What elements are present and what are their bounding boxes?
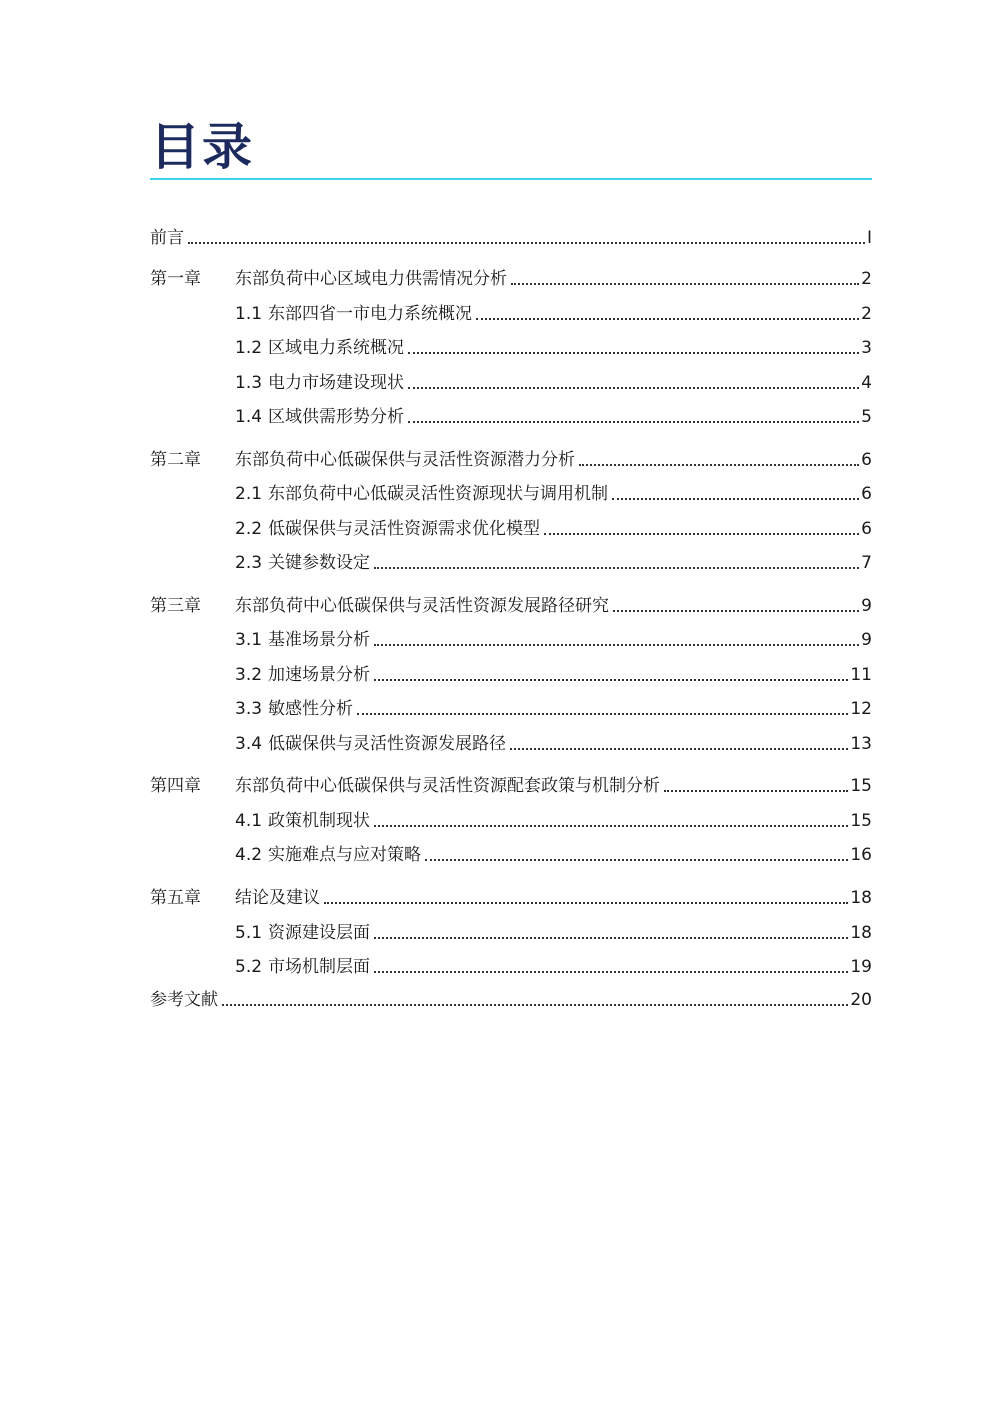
dot-leader [511, 283, 859, 285]
section-number: 1.2 [235, 338, 263, 358]
toc-page-number: 18 [850, 888, 872, 908]
dot-leader [374, 644, 859, 646]
dot-leader [408, 352, 859, 354]
dot-leader [374, 937, 848, 939]
toc-page-number: 2 [861, 269, 872, 289]
toc-page-number: 9 [861, 596, 872, 616]
toc-section-3-2[interactable] [235, 663, 872, 687]
toc-entry-title: 敏感性分析 [268, 699, 353, 719]
toc-entry-title: 东部负荷中心低碳保供与灵活性资源发展路径研究 [235, 596, 609, 616]
toc-page-number: 4 [861, 373, 872, 393]
toc-section-5-2[interactable] [235, 955, 872, 979]
section-number: 1.1 [235, 304, 263, 324]
toc-section-2-2[interactable] [235, 517, 872, 541]
chapter-label: 第五章 [150, 888, 201, 908]
toc-chapter-2[interactable] [150, 448, 872, 472]
toc-page-number: 15 [850, 811, 872, 831]
chapter-label: 第四章 [150, 776, 201, 796]
section-number: 2.3 [235, 553, 263, 573]
toc-page-number: 12 [850, 699, 872, 719]
toc-entry-title: 东部负荷中心区域电力供需情况分析 [235, 269, 507, 289]
toc-page-number: 3 [861, 338, 872, 358]
dot-leader [579, 464, 859, 466]
dot-leader [510, 748, 848, 750]
dot-leader [613, 610, 859, 612]
toc-entry-title: 电力市场建设现状 [268, 373, 404, 393]
toc-entry-title: 加速场景分析 [268, 665, 370, 685]
toc-section-1-2[interactable] [235, 336, 872, 360]
toc-page-number: 5 [861, 407, 872, 427]
dot-leader [408, 387, 859, 389]
toc-page-number: 9 [861, 630, 872, 650]
section-number: 3.3 [235, 699, 263, 719]
chapter-label: 第一章 [150, 269, 201, 289]
dot-leader [374, 825, 848, 827]
section-number: 2.2 [235, 519, 263, 539]
toc-page-number: 16 [850, 845, 872, 865]
toc-section-1-4[interactable] [235, 405, 872, 429]
toc-entry-title: 低碳保供与灵活性资源发展路径 [268, 734, 506, 754]
dot-leader [374, 971, 848, 973]
toc-section-1-1[interactable] [235, 302, 872, 326]
chapter-label: 第三章 [150, 596, 201, 616]
toc-entry-title: 政策机制现状 [268, 811, 370, 831]
dot-leader [324, 902, 848, 904]
dot-leader [544, 533, 859, 535]
dot-leader [188, 242, 865, 244]
toc-section-3-1[interactable] [235, 628, 872, 652]
toc-entry-title: 实施难点与应对策略 [268, 845, 421, 865]
dot-leader [664, 790, 848, 792]
section-number: 1.3 [235, 373, 263, 393]
toc-page-number: 18 [850, 923, 872, 943]
dot-leader [476, 318, 859, 320]
toc-section-3-4[interactable] [235, 732, 872, 756]
dot-leader [222, 1004, 848, 1006]
dot-leader [374, 567, 859, 569]
toc-entry-title: 东部负荷中心低碳灵活性资源现状与调用机制 [268, 484, 608, 504]
toc-section-3-3[interactable] [235, 697, 872, 721]
dot-leader [357, 713, 848, 715]
toc-entry-title: 参考文献 [150, 990, 218, 1010]
section-number: 2.1 [235, 484, 263, 504]
toc-entry-preface[interactable] [150, 226, 872, 250]
title-divider [150, 178, 872, 180]
section-number: 4.2 [235, 845, 263, 865]
dot-leader [425, 859, 848, 861]
dot-leader [408, 421, 859, 423]
toc-entry-title: 区域供需形势分析 [268, 407, 404, 427]
dot-leader [374, 679, 848, 681]
toc-section-4-1[interactable] [235, 809, 872, 833]
toc-entry-references[interactable] [150, 988, 872, 1012]
toc-section-1-3[interactable] [235, 371, 872, 395]
section-number: 3.1 [235, 630, 263, 650]
dot-leader [612, 498, 859, 500]
toc-entry-title: 结论及建议 [235, 888, 320, 908]
toc-section-5-1[interactable] [235, 921, 872, 945]
toc-page-number: 19 [850, 957, 872, 977]
toc-entry-title: 东部负荷中心低碳保供与灵活性资源潜力分析 [235, 450, 575, 470]
section-number: 3.2 [235, 665, 263, 685]
toc-chapter-5[interactable] [150, 886, 872, 910]
toc-entry-title: 关键参数设定 [268, 553, 370, 573]
toc-page-number: 6 [861, 450, 872, 470]
section-number: 5.1 [235, 923, 263, 943]
toc-page-number: I [866, 228, 872, 248]
toc-entry-title: 东部负荷中心低碳保供与灵活性资源配套政策与机制分析 [235, 776, 660, 796]
toc-page-number: 11 [850, 665, 872, 685]
toc-page-number: 20 [850, 990, 872, 1010]
toc-page-number: 13 [850, 734, 872, 754]
toc-section-2-1[interactable] [235, 482, 872, 506]
page-title: 目录 [150, 118, 254, 176]
toc-entry-title: 市场机制层面 [268, 957, 370, 977]
toc-entry-title: 资源建设层面 [268, 923, 370, 943]
toc-chapter-1[interactable] [150, 267, 872, 291]
section-number: 1.4 [235, 407, 263, 427]
toc-entry-title: 低碳保供与灵活性资源需求优化模型 [268, 519, 540, 539]
toc-page-number: 6 [861, 484, 872, 504]
section-number: 4.1 [235, 811, 263, 831]
section-number: 5.2 [235, 957, 263, 977]
section-number: 3.4 [235, 734, 263, 754]
toc-page-number: 7 [861, 553, 872, 573]
toc-section-4-2[interactable] [235, 843, 872, 867]
chapter-label: 第二章 [150, 450, 201, 470]
toc-entry-title: 区域电力系统概况 [268, 338, 404, 358]
toc-entry-title: 基准场景分析 [268, 630, 370, 650]
toc-page-number: 15 [850, 776, 872, 796]
toc-entry-title: 东部四省一市电力系统概况 [268, 304, 472, 324]
toc-chapter-3[interactable] [150, 594, 872, 618]
toc-page-number: 6 [861, 519, 872, 539]
toc-entry-title: 前言 [150, 228, 184, 248]
toc-page-number: 2 [861, 304, 872, 324]
toc-chapter-4[interactable] [150, 774, 872, 798]
toc-section-2-3[interactable] [235, 551, 872, 575]
